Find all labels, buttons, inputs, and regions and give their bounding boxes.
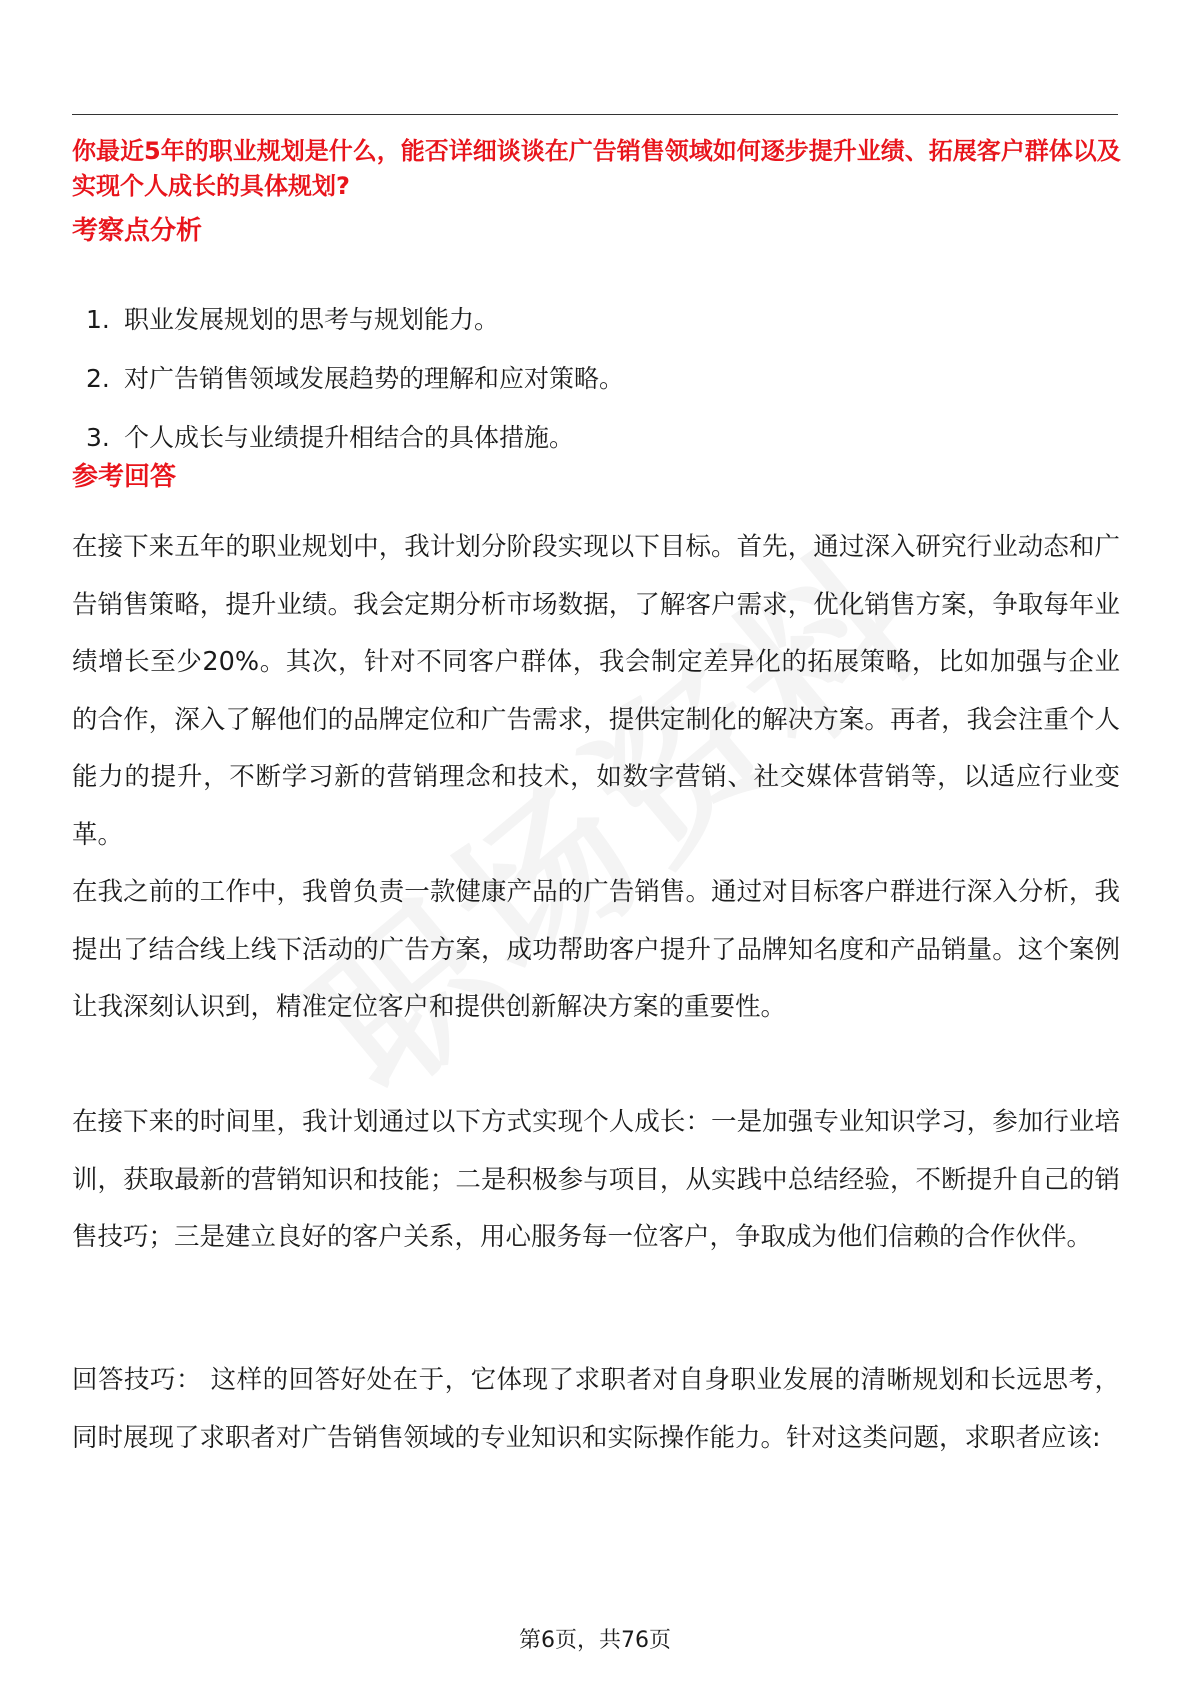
list-item-text: 个人成长与业绩提升相结合的具体措施。	[124, 423, 575, 452]
list-item-text: 对广告销售领域发展趋势的理解和应对策略。	[124, 364, 625, 393]
answer-paragraph-2: 在我之前的工作中，我曾负责一款健康产品的广告销售。通过对目标客户群进行深入分析，我提出了结合线上线下活动的广告方案，成功帮助客户提升了品牌知名度和产品销量。这个案例让我深刻认识到，精准定位客户和提供创新解决方案的重要性。	[72, 877, 1120, 1022]
answer-paragraph-1: 在接下来五年的职业规划中，我计划分阶段实现以下目标。首先，通过深入研究行业动态和广告销售策略，提升业绩。我会定期分析市场数据，了解客户需求，优化销售方案，争取每年业绩增长至少20%。其次，针对不同客户群体，我会制定差异化的拓展策略，比如加强与企业的合作，深入了解他们的品牌定位和广告需求，提供定制化的解决方案。再者，我会注重个人能力的提升，不断学习新的营销理念和技术，如数字营销、社交媒体营销等，以适应行业变革。	[72, 532, 1120, 850]
list-item-number: 1.	[86, 305, 110, 334]
list-item-text: 职业发展规划的思考与规划能力。	[124, 305, 500, 334]
list-item-number: 3.	[86, 423, 110, 452]
list-item-number: 2.	[86, 364, 110, 393]
list-item	[72, 421, 1112, 480]
analysis-list	[72, 303, 1112, 480]
list-item	[72, 303, 1112, 362]
answer-tips-paragraph: 回答技巧： 这样的回答好处在于，它体现了求职者对自身职业发展的清晰规划和长远思考，同时展现了求职者对广告销售领域的专业知识和实际操作能力。针对这类问题，求职者应该:	[72, 1365, 1120, 1453]
question-title: 你最近5年的职业规划是什么，能否详细谈谈在广告销售领域如何逐步提升业绩、拓展客户群体以及实现个人成长的具体规划?	[72, 137, 1121, 200]
answer-heading: 参考回答	[72, 462, 177, 492]
top-divider	[72, 114, 1118, 115]
list-item	[72, 362, 1112, 421]
page-number: 第6页，共76页	[519, 1628, 671, 1653]
analysis-heading: 考察点分析	[72, 216, 203, 246]
answer-paragraph-3: 在接下来的时间里，我计划通过以下方式实现个人成长：一是加强专业知识学习，参加行业培训，获取最新的营销知识和技能；二是积极参与项目，从实践中总结经验，不断提升自己的销售技巧；三是建立良好的客户关系，用心服务每一位客户，争取成为他们信赖的合作伙伴。	[72, 1107, 1120, 1252]
